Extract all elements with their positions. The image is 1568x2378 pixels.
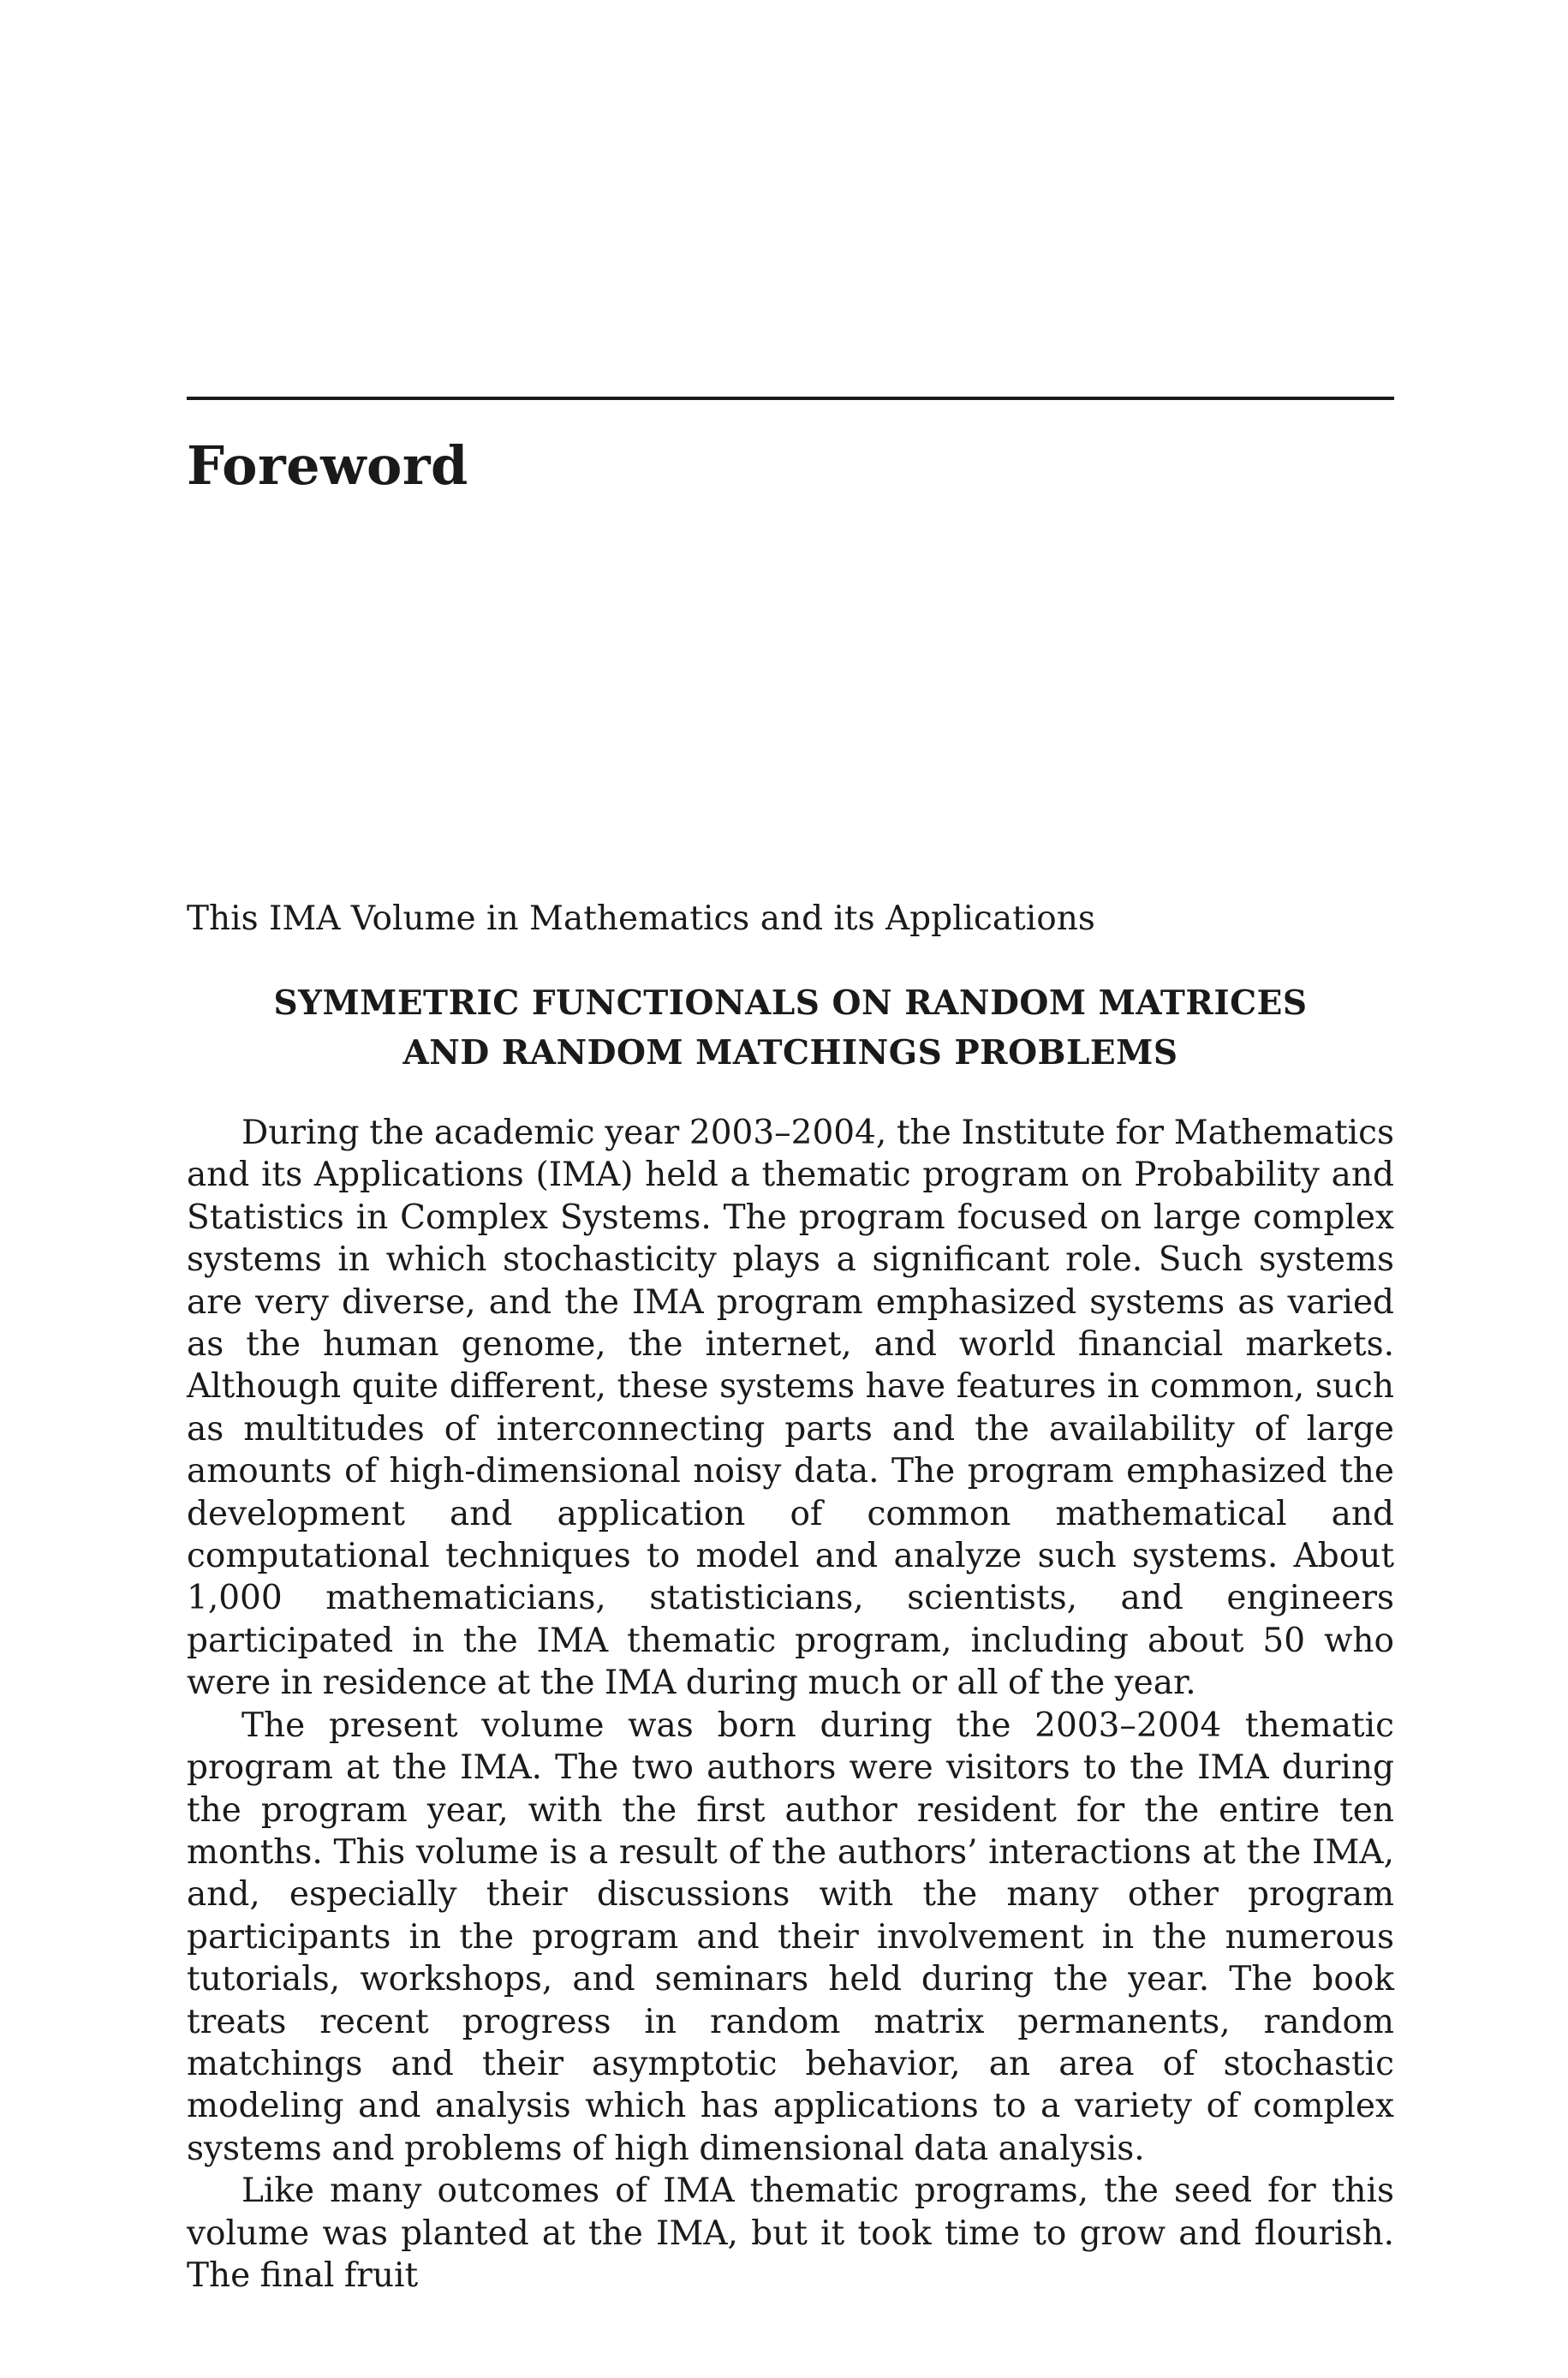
book-title — [187, 978, 1394, 1078]
paragraph-1: During the academic year 2003–2004, the Institute for Mathematics and its Applications (IMA) held a thematic program on Probability and Statistics in Complex Systems. The program focused on large complex systems in which stochasticity plays a significant role. Such systems are very diverse, and the IMA program emphasized systems as varied as the human genome, the internet, and world financial markets. Although quite different, these systems have features in common, such as multitudes of interconnecting parts and the availability of large amounts of high-dimensional noisy data. The program emphasized the development and application of common mathematical and computational techniques to model and analyze such systems. About 1,000 mathematicians, statisticians, scientists, and engineers participated in the IMA thematic program, including about 50 who were in residence at the IMA during much or all of the year. — [187, 1114, 1394, 1703]
paragraph-3: Like many outcomes of IMA thematic programs, the seed for this volume was planted at the IMA, but it took time to grow and flourish. The final fruit — [187, 2172, 1394, 2295]
page-heading: Foreword — [187, 434, 468, 497]
intro-line: This IMA Volume in Mathematics and its Applications — [187, 899, 1095, 938]
book-title-line-1: SYMMETRIC FUNCTIONALS ON RANDOM MATRICES — [273, 983, 1308, 1023]
page — [187, 0, 1394, 2378]
paragraph-2: The present volume was born during the 2003–2004 thematic program at the IMA. The two authors were visitors to the IMA during the program year, with the first author resident for the entire ten months. This volume is a result of the authors’ interactions at the IMA, and, especially their discussions with the many other program participants in the program and their involvement in the numerous tutorials, workshops, and seminars held during the year. The book treats recent progress in random matrix permanents, random matchings and their asymptotic behavior, an area of stochastic modeling and analysis which has applications to a variety of complex systems and problems of high dimensional data analysis. — [187, 1706, 1394, 2168]
book-title-line-2: AND RANDOM MATCHINGS PROBLEMS — [402, 1033, 1178, 1072]
body-text — [187, 1112, 1394, 2297]
heading-rule — [187, 397, 1394, 400]
